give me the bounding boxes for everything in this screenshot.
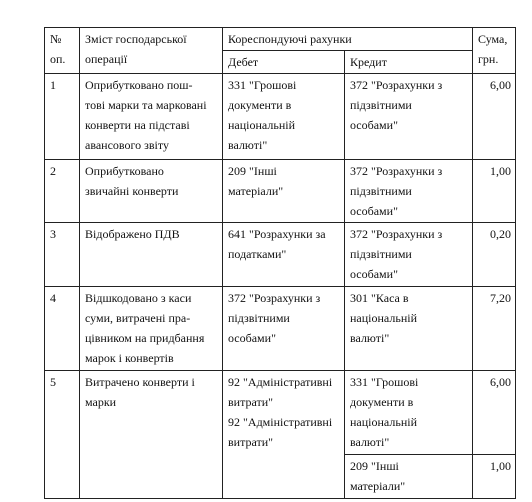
text-line: авансового звіту xyxy=(85,138,169,152)
text-line: 372 "Розрахунки з xyxy=(350,164,443,178)
header-debit: Дебет xyxy=(223,51,345,74)
cell-sum: 1,00 xyxy=(473,160,516,223)
text-line: валюті" xyxy=(350,331,390,345)
text-line: матеріали" xyxy=(350,479,406,493)
cell-debit xyxy=(223,371,345,499)
text-line: 641 "Розрахунки за xyxy=(228,227,326,241)
text-line: 301 "Каса в xyxy=(350,291,409,305)
cell-sum: 1,00 xyxy=(473,455,516,499)
header-sum xyxy=(473,28,516,74)
header-content-line: Зміст господарської xyxy=(85,32,187,46)
cell-sum: 6,00 xyxy=(473,74,516,160)
text-line: документи в xyxy=(350,395,414,409)
header-num-line: оп. xyxy=(50,52,66,66)
document-page xyxy=(44,27,516,499)
header-num-line: № xyxy=(50,32,62,46)
cell-credit xyxy=(345,160,473,223)
header-row xyxy=(45,28,516,51)
text-line: матеріали" xyxy=(228,184,284,198)
table-row xyxy=(45,371,516,455)
text-line: 331 "Грошові xyxy=(350,375,419,389)
header-credit: Кредит xyxy=(345,51,473,74)
cell-content xyxy=(80,74,223,160)
cell-num: 2 xyxy=(45,160,80,223)
cell-num: 3 xyxy=(45,223,80,287)
text-line: 331 "Грошові xyxy=(228,78,297,92)
text-line: 372 "Розрахунки з xyxy=(228,291,321,305)
cell-num: 5 xyxy=(45,371,80,499)
text-line: підзвітними xyxy=(350,184,412,198)
table-row xyxy=(45,287,516,371)
cell-num: 1 xyxy=(45,74,80,160)
cell-debit xyxy=(223,160,345,223)
text-line: марки xyxy=(85,395,117,409)
header-sum-line: Сума, xyxy=(478,32,508,46)
text-line: підзвітними xyxy=(228,311,290,325)
text-line: 209 "Інші xyxy=(228,164,277,178)
cell-debit xyxy=(223,287,345,371)
header-content xyxy=(80,28,223,74)
cell-content xyxy=(80,287,223,371)
text-line: особами" xyxy=(350,118,398,132)
text-line: національній xyxy=(350,415,417,429)
text-line: тові марки та марковані xyxy=(85,98,207,112)
cell-credit xyxy=(345,74,473,160)
text-line: Оприбутковано xyxy=(85,164,164,178)
header-num xyxy=(45,28,80,74)
text-line: витрати" xyxy=(228,435,274,449)
text-line: витрати" xyxy=(228,395,274,409)
text-line: 92 "Адміністративні xyxy=(228,415,333,429)
text-line: валюті" xyxy=(228,138,268,152)
text-line: підзвітними xyxy=(350,247,412,261)
cell-credit xyxy=(345,287,473,371)
cell-credit xyxy=(345,223,473,287)
header-content-line: операції xyxy=(85,52,128,66)
cell-content xyxy=(80,160,223,223)
text-line: особами" xyxy=(350,204,398,218)
text-line: 92 "Адміністративні xyxy=(228,375,333,389)
cell-content xyxy=(80,223,223,287)
cell-debit xyxy=(223,223,345,287)
cell-credit xyxy=(345,371,473,455)
text-line: Відшкодовано з каси xyxy=(85,291,192,305)
text-line: Оприбутковано пош- xyxy=(85,78,193,92)
text-line: валюті" xyxy=(350,435,390,449)
text-line: суми, витрачені пра- xyxy=(85,311,191,325)
table-row xyxy=(45,74,516,160)
text-line: звичайні конверти xyxy=(85,184,179,198)
text-line: цівником на придбання xyxy=(85,331,205,345)
text-line: 372 "Розрахунки з xyxy=(350,227,443,241)
text-line: 209 "Інші xyxy=(350,459,399,473)
header-accounts: Кореспондуючі рахунки xyxy=(223,28,473,51)
text-line: Витрачено конверти і xyxy=(85,375,195,389)
cell-sum: 7,20 xyxy=(473,287,516,371)
cell-sum: 0,20 xyxy=(473,223,516,287)
text-line: податками" xyxy=(228,247,287,261)
cell-debit xyxy=(223,74,345,160)
text-line: особами" xyxy=(350,267,398,281)
text-line: підзвітними xyxy=(350,98,412,112)
text-line: 372 "Розрахунки з xyxy=(350,78,443,92)
text-line: марок і конвертів xyxy=(85,351,174,365)
cell-num: 4 xyxy=(45,287,80,371)
text-line: Відображено ПДВ xyxy=(85,227,180,241)
text-line: національній xyxy=(228,118,295,132)
cell-content xyxy=(80,371,223,499)
text-line: документи в xyxy=(228,98,292,112)
text-line: особами" xyxy=(228,331,276,345)
cell-sum: 6,00 xyxy=(473,371,516,455)
text-line: національній xyxy=(350,311,417,325)
accounting-entries-table xyxy=(44,27,516,499)
table-row xyxy=(45,160,516,223)
text-line: конверти на підставі xyxy=(85,118,190,132)
cell-credit xyxy=(345,455,473,499)
table-row xyxy=(45,223,516,287)
header-sum-line: грн. xyxy=(478,52,499,66)
